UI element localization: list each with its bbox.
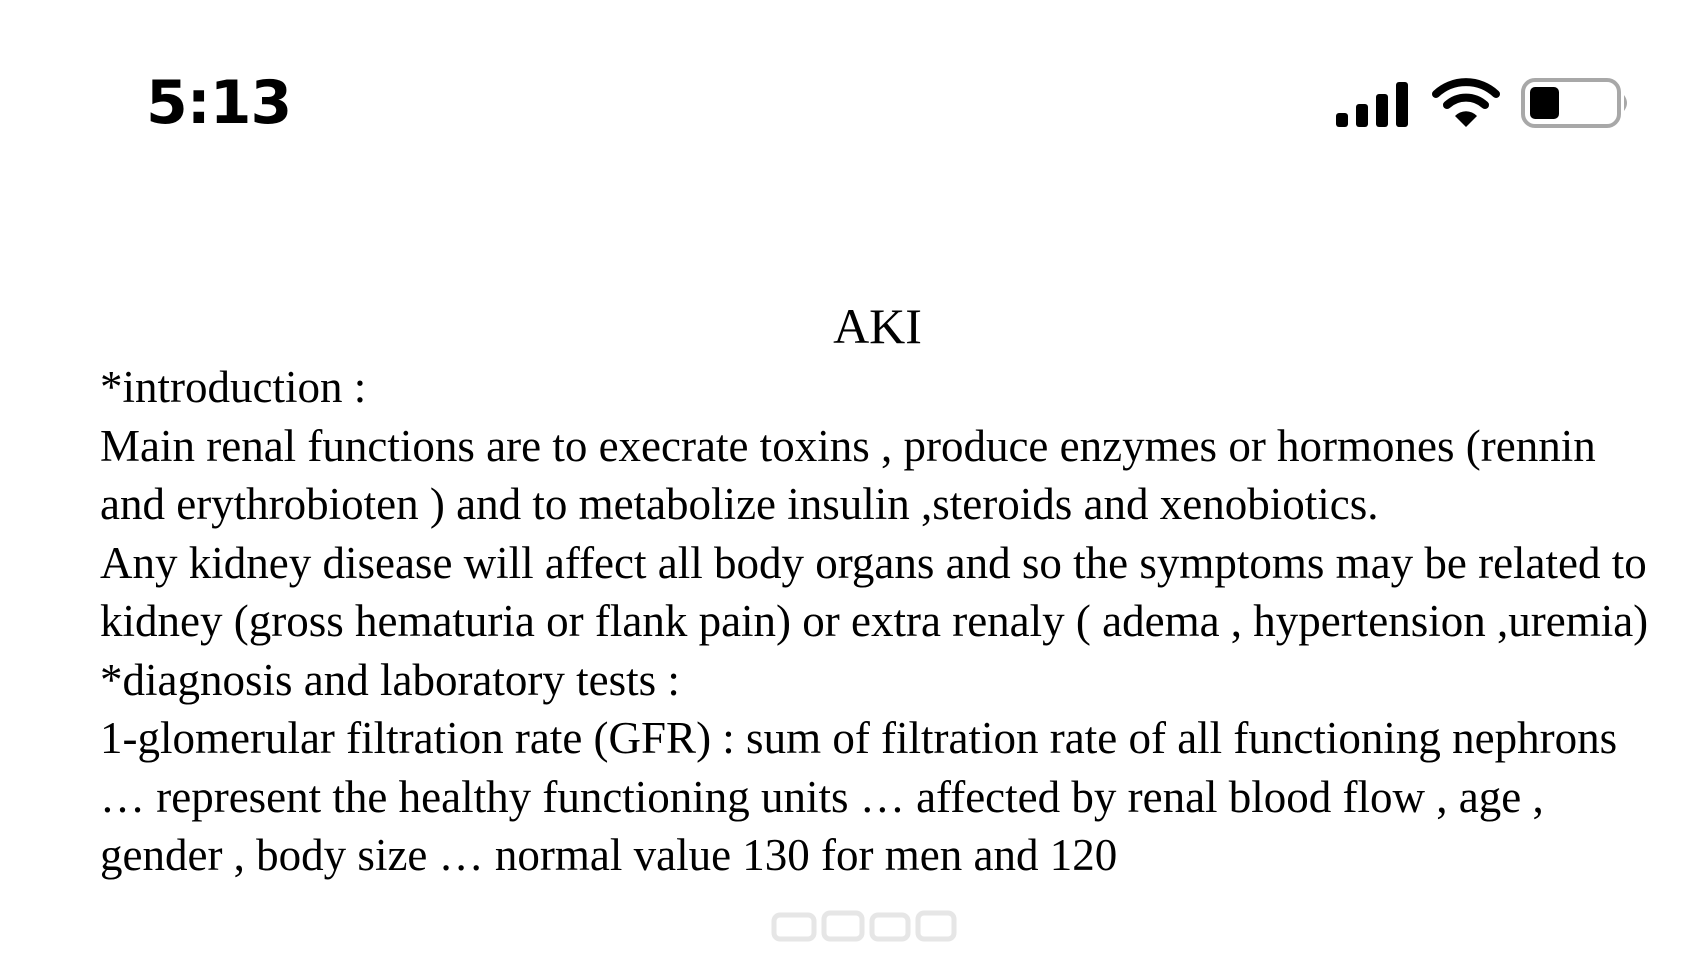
paragraph-gfr: 1-glomerular filtration rate (GFR) : sum of filtration rate of all functioning nephrons … represent the healthy functioning units … affected by renal blood flow , age , gender , body size … normal value 130 for men and 120 — [100, 713, 1618, 880]
paragraph-renal-functions: Main renal functions are to execrate toxins , produce enzymes or hormones (rennin and erythrobioten ) and to metabolize insulin ,steroids and xenobiotics. — [100, 420, 1596, 529]
document-body — [100, 294, 1660, 885]
status-bar — [0, 0, 1700, 180]
status-icons — [1334, 76, 1632, 130]
wifi-icon — [1432, 78, 1500, 128]
document-title: AKI — [833, 298, 922, 354]
paragraph-kidney-disease: Any kidney disease will affect all body organs and so the symptoms may be related to kidney (gross hematuria or flank pain) or extra renaly ( adema , hypertension ,uremia) — [100, 537, 1649, 646]
status-time: 5:13 — [146, 68, 292, 138]
section-heading-diagnosis: *diagnosis and laboratory tests : — [100, 654, 680, 705]
section-heading-introduction: *introduction : — [100, 362, 367, 412]
watermark-logo — [770, 905, 960, 947]
cellular-signal-icon — [1334, 79, 1412, 127]
battery-icon — [1520, 76, 1632, 130]
